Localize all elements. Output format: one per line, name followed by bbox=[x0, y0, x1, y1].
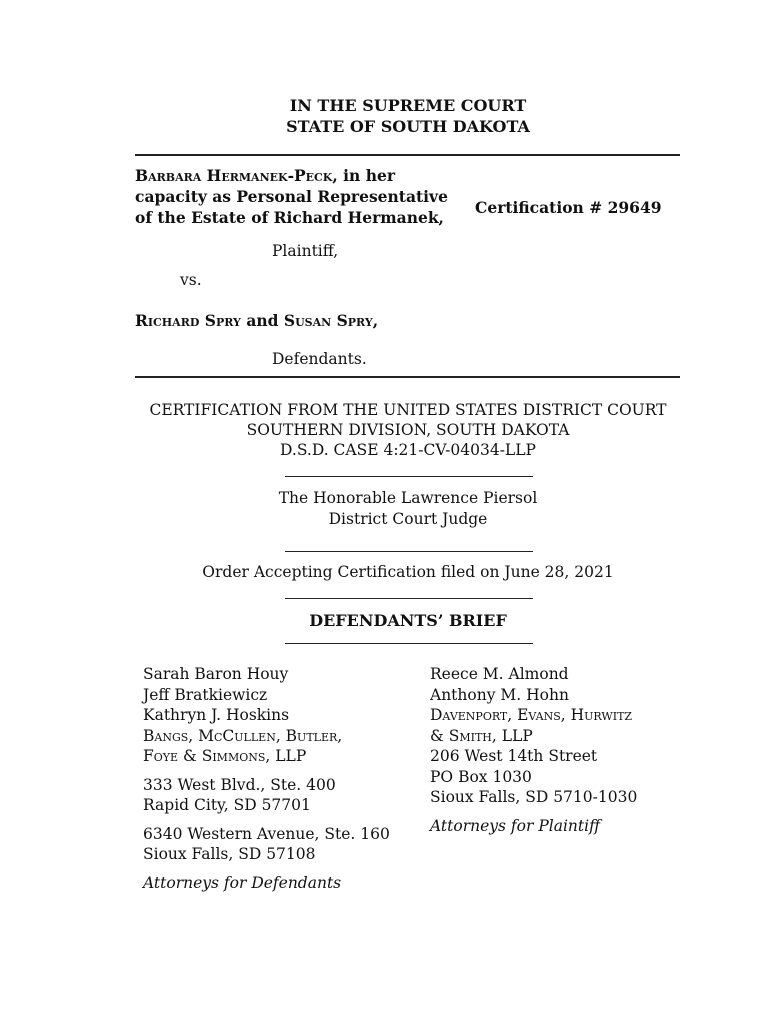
plaintiff-attorney-1: Reece M. Almond bbox=[430, 665, 569, 683]
defendant-comma: , bbox=[372, 311, 379, 330]
defendants-firm-line-2: Foye & Simmons bbox=[143, 747, 266, 765]
plaintiff-name: Barbara Hermanek-Peck bbox=[135, 166, 333, 185]
plaintiff-firm-line-1: Davenport, Evans, Hurwitz bbox=[430, 706, 633, 724]
certification-line-1: CERTIFICATION FROM THE UNITED STATES DISTRICT COURT bbox=[149, 401, 667, 419]
plaintiff-capacity-line: capacity as Personal Representative bbox=[135, 187, 448, 206]
order-line: Order Accepting Certification filed on June 28, 2021 bbox=[202, 563, 614, 581]
plaintiff-firm-suffix: , LLP bbox=[491, 726, 533, 745]
plaintiff-attorney-2: Anthony M. Hohn bbox=[430, 685, 569, 704]
court-heading bbox=[0, 95, 770, 137]
plaintiff-counsel bbox=[430, 664, 637, 836]
divider-1 bbox=[285, 476, 533, 477]
defendant-susan: Susan Spry bbox=[283, 311, 373, 330]
versus-label: vs. bbox=[180, 271, 202, 289]
defendant-role: Defendants. bbox=[272, 350, 367, 368]
defendants-office-1-street: 333 West Blvd., Ste. 400 bbox=[143, 775, 336, 794]
certification-line-3: D.S.D. CASE 4:21-CV-04034-LLP bbox=[280, 441, 536, 459]
plaintiff-firm-line-2: & Smith bbox=[430, 726, 492, 745]
judge-name: The Honorable Lawrence Piersol bbox=[278, 489, 538, 507]
caption-plaintiff bbox=[135, 165, 448, 228]
defendants-firm-line-1: Bangs, McCullen, Butler, bbox=[143, 726, 343, 745]
plaintiff-address-2: PO Box 1030 bbox=[430, 767, 532, 786]
court-line-2: STATE OF SOUTH DAKOTA bbox=[286, 117, 530, 136]
defendants-office-1-city: Rapid City, SD 57701 bbox=[143, 796, 311, 814]
brief-title: DEFENDANTS’ BRIEF bbox=[309, 611, 507, 630]
defendants-firm-suffix: , LLP bbox=[265, 747, 307, 765]
certification-number: Certification # 29649 bbox=[475, 198, 662, 217]
plaintiff-estate-line: of the Estate of Richard Hermanek, bbox=[135, 208, 444, 227]
caption-bottom-rule bbox=[135, 376, 680, 378]
plaintiff-address-3: Sioux Falls, SD 5710-1030 bbox=[430, 788, 638, 806]
plaintiff-name-suffix: , in her bbox=[332, 166, 396, 185]
court-line-1: IN THE SUPREME COURT bbox=[289, 96, 527, 115]
defendants-attorney-3: Kathryn J. Hoskins bbox=[143, 706, 290, 724]
plaintiff-counsel-role: Attorneys for Plaintiff bbox=[430, 816, 601, 835]
defendants-office-2-street: 6340 Western Avenue, Ste. 160 bbox=[143, 824, 390, 843]
defendant-richard: Richard Spry bbox=[135, 311, 241, 330]
caption-defendants bbox=[135, 311, 378, 330]
divider-3 bbox=[285, 598, 533, 599]
judge-block bbox=[0, 488, 770, 530]
defendants-counsel-role: Attorneys for Defendants bbox=[143, 873, 342, 892]
caption-top-rule bbox=[135, 154, 680, 156]
plaintiff-address-1: 206 West 14th Street bbox=[430, 747, 598, 765]
certification-line-2: SOUTHERN DIVISION, SOUTH DAKOTA bbox=[246, 421, 570, 439]
defendants-attorney-1: Sarah Baron Houy bbox=[143, 665, 289, 683]
plaintiff-role: Plaintiff, bbox=[272, 242, 339, 260]
divider-4 bbox=[285, 643, 533, 644]
defendant-and: and bbox=[240, 311, 284, 330]
judge-title: District Court Judge bbox=[328, 510, 488, 528]
defendants-attorney-2: Jeff Bratkiewicz bbox=[143, 685, 268, 704]
defendants-counsel bbox=[143, 664, 390, 893]
defendants-office-2-city: Sioux Falls, SD 57108 bbox=[143, 845, 316, 863]
certification-block bbox=[0, 400, 770, 460]
divider-2 bbox=[285, 551, 533, 552]
